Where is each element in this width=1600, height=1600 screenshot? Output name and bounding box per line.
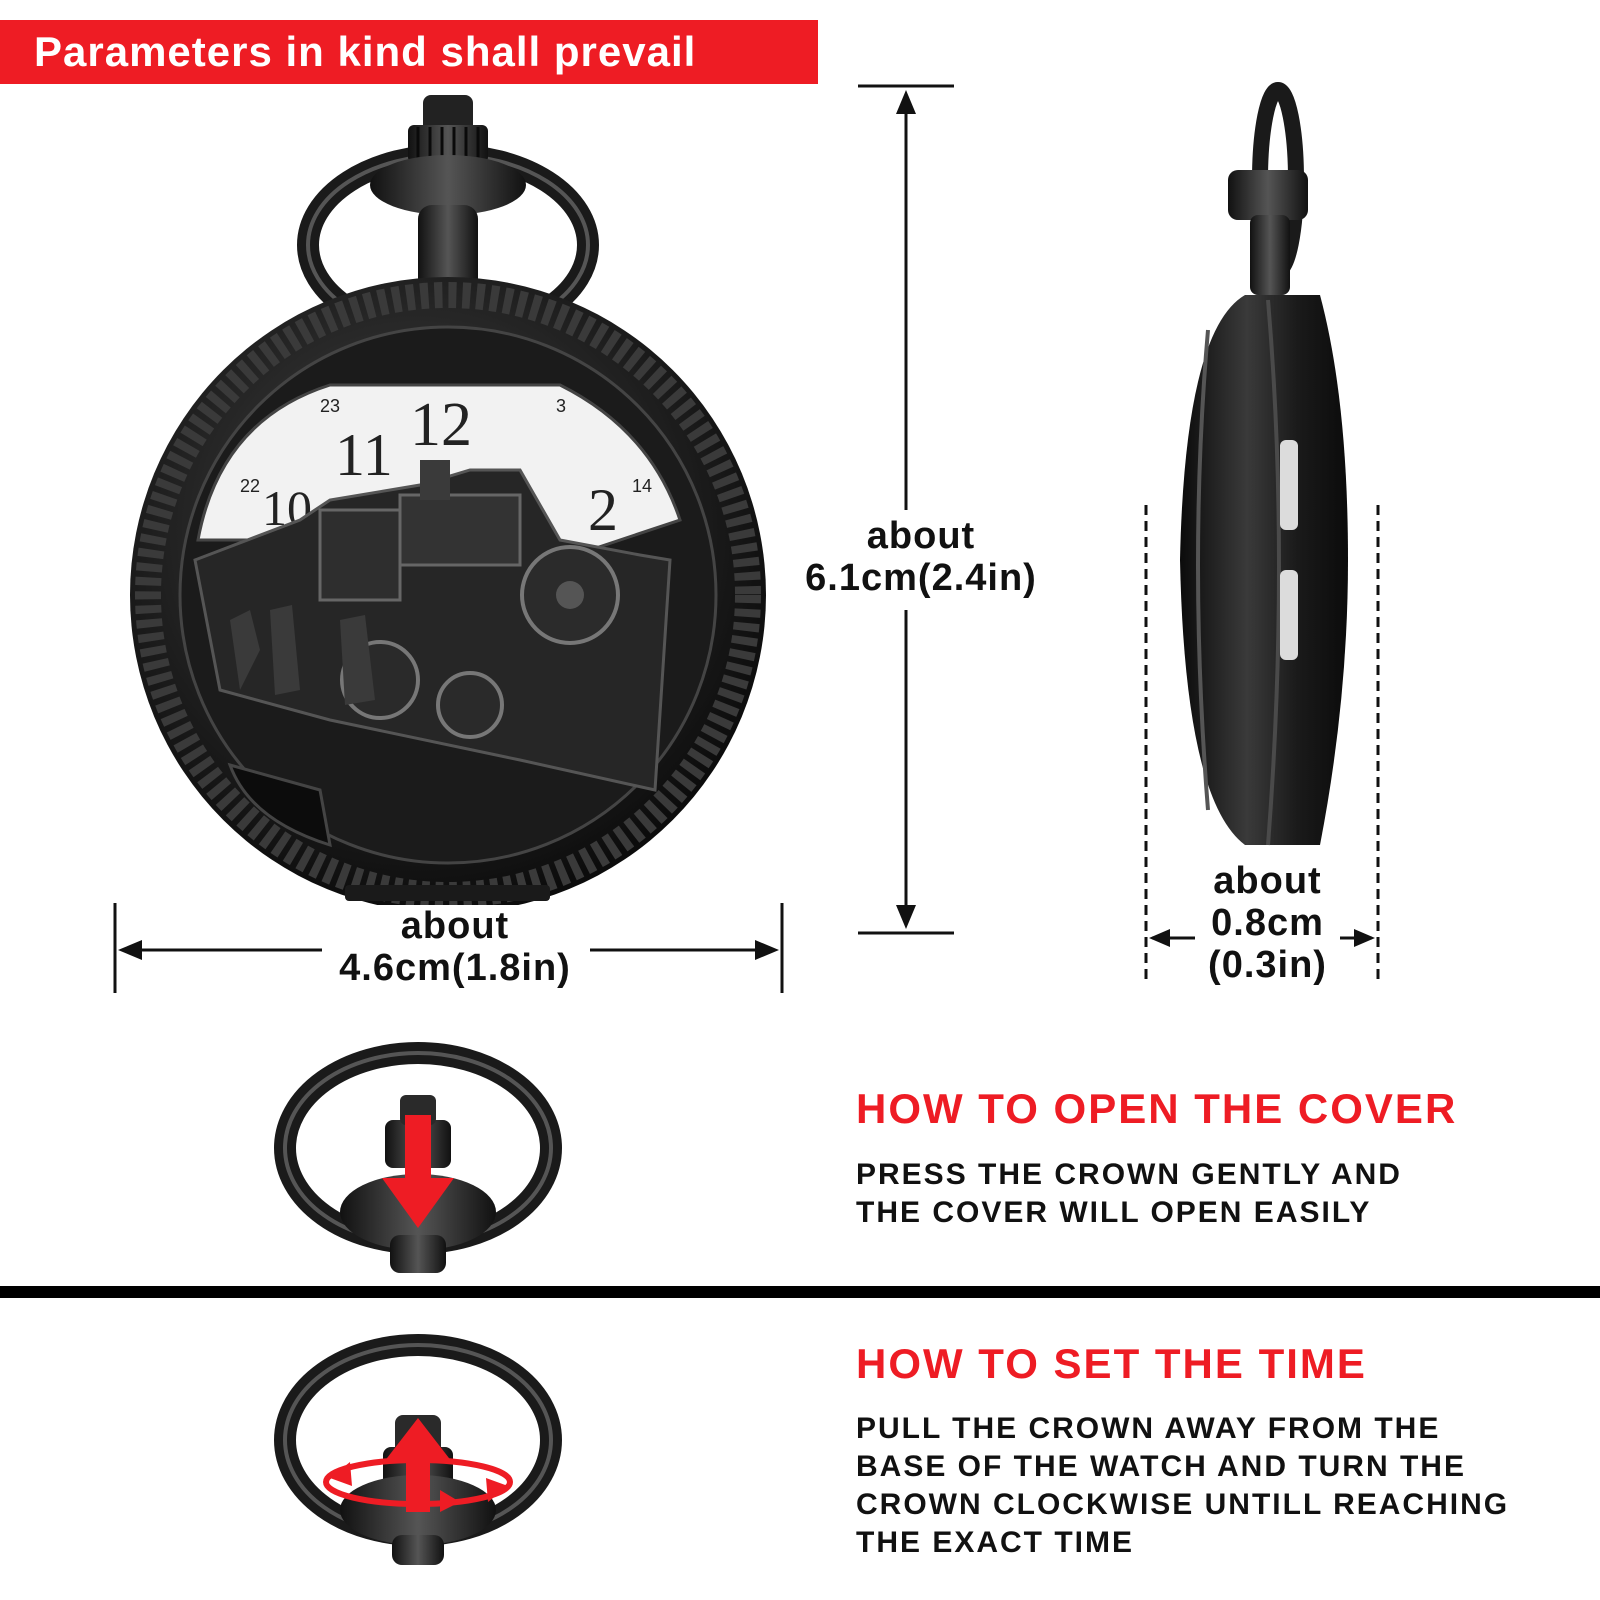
set-time-line-1: PULL THE CROWN AWAY FROM THE — [856, 1412, 1441, 1445]
set-time-line-4: THE EXACT TIME — [856, 1526, 1135, 1559]
height-dimension-label — [790, 515, 1052, 599]
open-cover-instructions — [856, 1156, 1402, 1232]
width-about-text: about — [400, 905, 510, 947]
section-divider — [0, 1286, 1600, 1298]
dial-numeral-3: 3 — [556, 396, 567, 416]
open-cover-line-1: PRESS THE CROWN GENTLY AND — [856, 1158, 1402, 1191]
dial-numeral-2: 2 — [588, 477, 618, 543]
height-about-text: about — [866, 515, 976, 557]
dial-numeral-10: 10 — [262, 480, 312, 536]
crown-pull-turn-image — [285, 1345, 551, 1565]
set-time-instructions — [856, 1410, 1509, 1562]
width-value-text: 4.6cm(1.8in) — [339, 947, 571, 989]
set-time-title: HOW TO SET THE TIME — [856, 1340, 1367, 1387]
open-cover-line-2: THE COVER WILL OPEN EASILY — [856, 1196, 1372, 1229]
dial-numeral-11: 11 — [335, 422, 393, 488]
height-dimension — [858, 86, 954, 933]
height-value-text: 6.1cm(2.4in) — [805, 557, 1037, 599]
banner-text: Parameters in kind shall prevail — [34, 28, 697, 75]
dial-numeral-14: 14 — [632, 476, 653, 496]
pocket-watch-side-image — [1180, 90, 1348, 845]
set-time-line-2: BASE OF THE WATCH AND TURN THE — [856, 1450, 1466, 1483]
set-time-line-3: CROWN CLOCKWISE UNTILL REACHING — [856, 1488, 1510, 1521]
dial-numeral-22: 22 — [240, 476, 261, 496]
dial-numeral-12: 12 — [410, 391, 472, 459]
pocket-watch-front-image — [130, 95, 766, 913]
depth-about-text: about — [1213, 860, 1322, 902]
dial-numeral-23: 23 — [320, 396, 341, 416]
depth-value-text: 0.8cm — [1211, 902, 1324, 944]
crown-press-image — [285, 1053, 551, 1273]
width-dimension-label — [322, 905, 588, 989]
open-cover-title: HOW TO OPEN THE COVER — [856, 1085, 1458, 1132]
depth-value-inches-text: (0.3in) — [1208, 944, 1327, 986]
depth-dimension-label — [1195, 860, 1340, 986]
